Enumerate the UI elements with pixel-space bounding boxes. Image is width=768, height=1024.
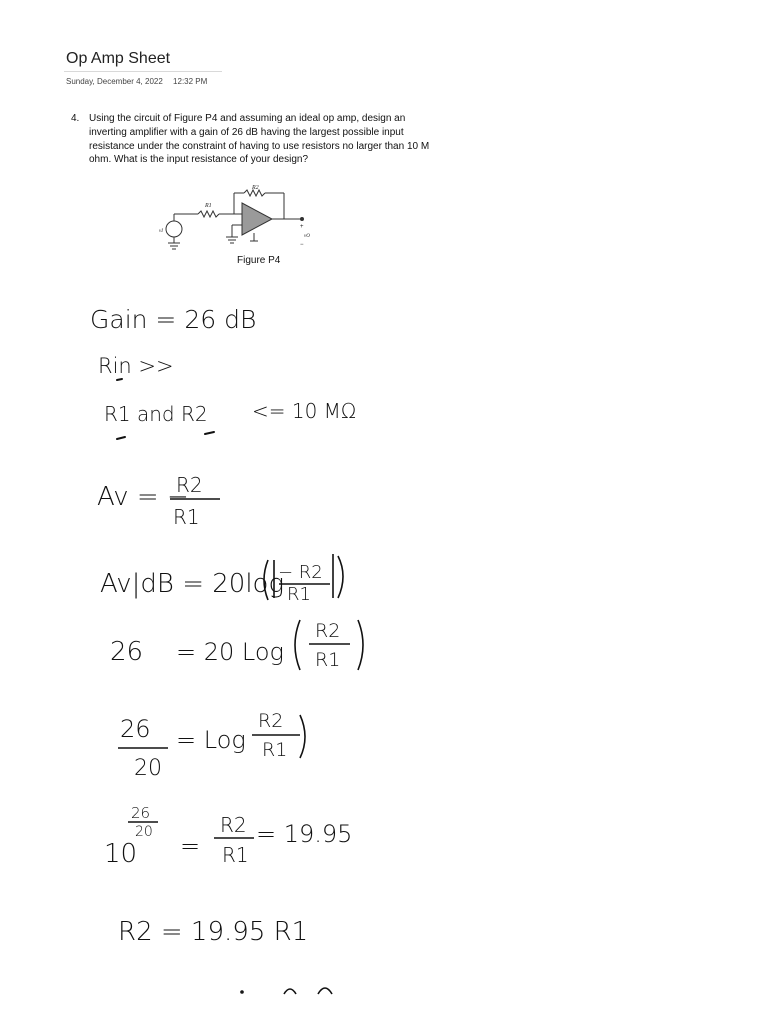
r1-label: R1 [205, 203, 212, 209]
plus-label: + [300, 224, 304, 230]
hw-ratio-den: R1 [222, 843, 249, 867]
hw-log-num: R2 [258, 710, 284, 732]
hw-log-mid: = Log [176, 726, 246, 754]
hw-av-den: R1 [173, 505, 200, 529]
hw-exp-den: 20 [135, 824, 153, 840]
figure-caption: Figure P4 [237, 255, 281, 266]
hw-r2-result: R2 = 19.95 R1 [118, 917, 309, 947]
hw-avdb-den: R1 [287, 584, 311, 605]
page-time: 12:32 PM [173, 77, 208, 86]
vo-label: vO [304, 234, 310, 239]
hw-result: = 19.95 [256, 820, 353, 848]
page-title: Op Amp Sheet [66, 50, 171, 67]
r2-label: R2 [252, 185, 259, 191]
hw-constraint-rhs: <= 10 MΩ [252, 399, 357, 423]
hw-line26-num: R2 [315, 620, 341, 642]
hw-frac-20: 20 [134, 756, 162, 781]
minus-label: − [300, 242, 304, 248]
hw-line26-mid: = 20 Log [176, 638, 284, 666]
page-date: Sunday, December 4, 2022 [66, 77, 163, 86]
question-number: 4. [71, 113, 80, 124]
hw-eq-sign: = [180, 832, 201, 860]
hw-ratio-num: R2 [220, 813, 247, 837]
hw-exp-num: 26 [131, 804, 151, 822]
hw-frac-26: 26 [120, 715, 151, 743]
question-text: Using the circuit of Figure P4 and assuming an ideal op amp, design an inverting amplifier with a gain of 26 dB having the largest possible input resistance under the constraint of having to use resistors no larger than 10 M ohm. What is the input resistance of your design? [89, 113, 430, 166]
hw-line26-lhs: 26 [110, 637, 144, 667]
vi-label: vI [159, 229, 163, 234]
hw-log-den: R1 [262, 739, 288, 761]
hw-cutoff-marks [241, 988, 332, 994]
hw-avdb-lhs: Av|dB = 20log [100, 569, 285, 599]
hw-base-10: 10 [104, 839, 138, 869]
hw-av-num: R2 [176, 473, 203, 497]
hw-line26-den: R1 [315, 649, 341, 671]
hw-gain-line: Gain = 26 dB [90, 305, 257, 334]
hw-constraint-lhs: R1 and R2 [104, 402, 208, 426]
hw-rin-line: Rin >> [98, 354, 174, 378]
hw-avdb-num: − R2 [278, 562, 323, 583]
hw-av-lhs: Av = − [97, 482, 189, 512]
